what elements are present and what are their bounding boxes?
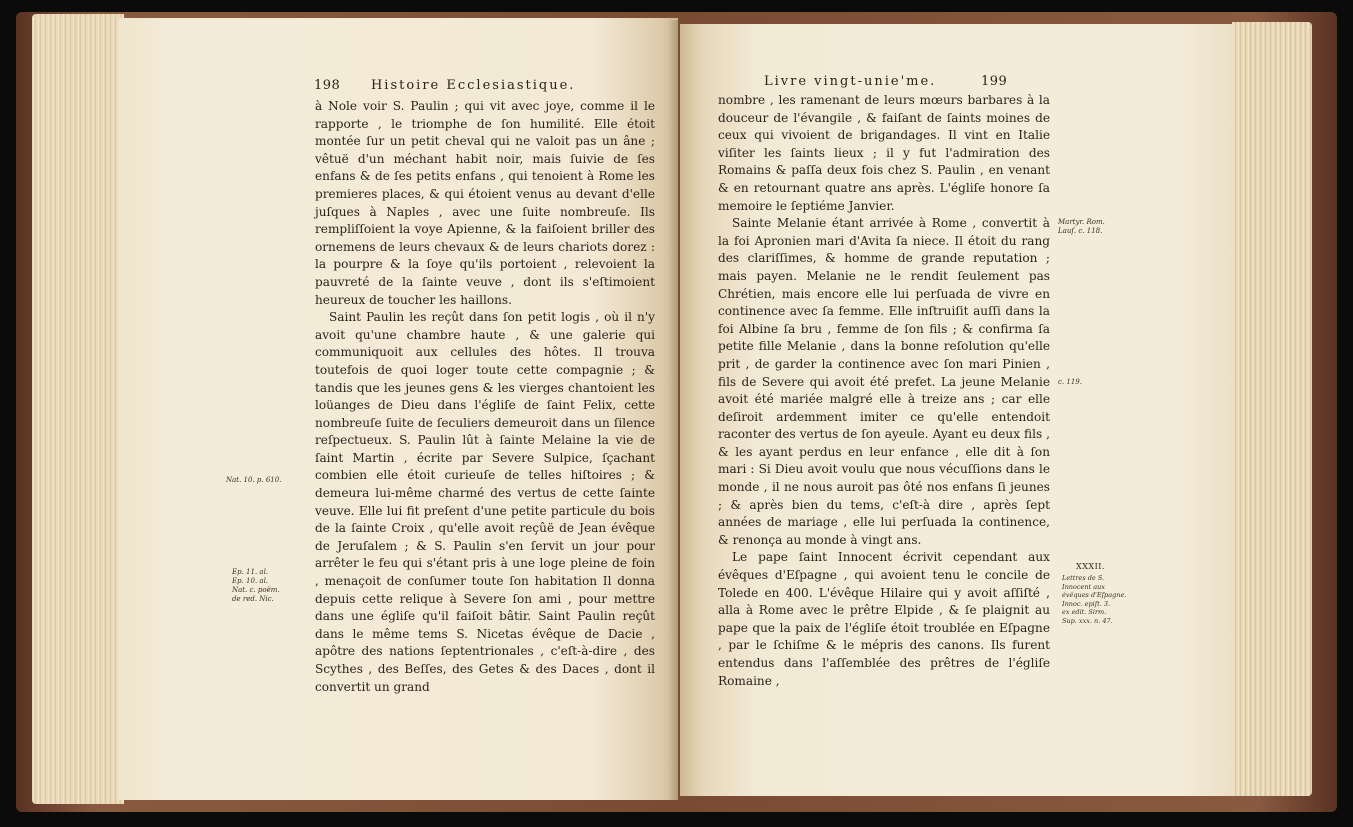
right-text-block (718, 92, 1050, 690)
right-margin-note-1: Martyr. Rom. Lauſ. c. 118. (1058, 218, 1105, 235)
right-page-edges (1232, 22, 1312, 796)
right-paragraph-1: nombre , les ramenant de leurs mœurs barbares à la douceur de l'évangile , & faiſant de ſaints moines de ceux qui vivoient de brigandages. Il vint en Italie viſiter les ſaints lieux ; il y fut l'admiration des Romains & paſſa deux fois chez S. Paulin , en venant & en retournant quatre ans après. L'égliſe honore ſa memoire le ſeptiéme Janvier. (718, 93, 1050, 213)
section-number: XXXII. (1076, 562, 1105, 571)
left-margin-note-2: Ep. 11. al. Ep. 10. al. Nat. c. poëm. de red. Nic. (232, 568, 280, 603)
left-paragraph-2: Saint Paulin les reçût dans ſon petit logis , où il n'y avoit qu'une chambre haute , & une galerie qui communiquoit aux cellules des hôtes. Il trouva toutefois de quoi loger toute cette compagnie ; & tandis que les jeunes gens & les vierges chantoient les loüanges de Dieu dans l'égliſe de ſaint Felix, cette nombreuſe ſuite de ſeculiers demeuroit dans un ſilence reſpectueux. S. Paulin lût à ſainte Melaine la vie de ſaint Martin , écrite par Severe Sulpice, ſçachant combien elle étoit curieuſe de telles hiſtoires ; & demeura lui-même charmé des vertus de cette ſainte veuve. Elle lui fit preſent d'une petite particule du bois de la ſainte Croix , qu'elle avoit reçûë de Jean évêque de Jeruſalem ; & S. Paulin s'en ſervit un jour pour arrêter le feu qui s'étant pris à une loge pleine de foin , menaçoit de conſumer toute ſon habitation Il donna depuis cette relique à Severe ſon ami , pour mettre dans une égliſe qu'il faiſoit bâtir. Saint Paulin reçût dans le même tems S. Nicetas évêque de Dacie , apôtre des nations ſeptentrionales , c'eſt-à-dire , des Scythes , des Beſſes, des Getes & des Daces , dont il convertit un grand (315, 310, 655, 694)
right-running-title: Livre vingt-unie'me. (764, 74, 937, 89)
right-margin-note-2: c. 119. (1058, 378, 1082, 386)
section-margin-note: Lettres de S. Innocent aux évêques d'Eſpagne. Innoc. epiſt. 3. ex edit. Sirm. Sup. xxx. n. 47. (1062, 574, 1127, 625)
right-page (680, 24, 1235, 796)
right-paragraph-2: Sainte Melanie étant arrivée à Rome , convertit à la foi Apronien mari d'Avita ſa niece. Il étoit du rang des clariſſimes, & homme de grande reputation ; mais payen. Melanie ne le rendit ſeulement pas Chrétien, mais encore elle lui perſuada de vivre en continence avec ſa femme. Elle inſtruiſit auſſi dans la foi Albine ſa bru , femme de ſon fils ; & confirma ſa petite fille Melanie , dans la bonne reſolution qu'elle prit , de garder la continence avec ſon mari Pinien , fils de Severe qui avoit été prefet. La jeune Melanie avoit été mariée malgré elle à treize ans ; car elle deſiroit ardemment imiter ce qu'elle entendoit raconter des vertus de ſon ayeule. Ayant eu deux fils , & les ayant perdus en leur enfance , elle dit à ſon mari : Si Dieu avoit voulu que nous vécuſſions dans le monde , il ne nous auroit pas ôté nos enfans ſi jeunes ; & après bien du tems, c'eſt-à dire , après ſept années de mariage , elle lui perſuada la continence, & renonça au monde à vingt ans. (718, 216, 1050, 547)
right-header (764, 74, 1007, 89)
left-margin-note-1: Nat. 10. p. 610. (226, 476, 282, 484)
left-header (314, 78, 575, 93)
left-page-edges (32, 14, 124, 804)
left-page-number: 198 (314, 78, 341, 93)
left-text-block (315, 98, 655, 696)
left-page (118, 18, 678, 800)
left-running-title: Histoire Ecclesiastique. (370, 78, 576, 93)
right-paragraph-3: Le pape ſaint Innocent écrivit cependant aux évêques d'Eſpagne , qui avoient tenu le concile de Tolede en 400. L'évêque Hilaire qui y avoit aſſiſté , alla à Rome avec le prêtre Elpide , & ſe plaignit au pape que la paix de l'égliſe étoit troublée en Eſpagne , par le ſchiſme & le mépris des canons. Ils furent entendus dans l'aſſemblée des prêtres de l'égliſe Romaine , (718, 550, 1050, 688)
left-paragraph-1: à Nole voir S. Paulin ; qui vit avec joye, comme il le rapporte , le triomphe de ſon humilité. Elle étoit montée ſur un petit cheval qui ne valoit pas un âne ; vêtuë d'un méchant habit noir, mais ſuivie de ſes enfans & de ſes petits enfans , qui tenoient à Rome les premieres places, & qui étoient venus au devant d'elle juſques à Naples , avec une ſuite nombreuſe. Ils rempliſſoient la voye Apienne, & la faiſoient briller des ornemens de leurs chevaux & de leurs chariots dorez : la pourpre & la ſoye qu'ils portoient , relevoient la pauvreté de la ſainte veuve , dont ils s'eſtimoient heureux de toucher les haillons. (315, 99, 655, 307)
right-page-number: 199 (980, 74, 1008, 89)
